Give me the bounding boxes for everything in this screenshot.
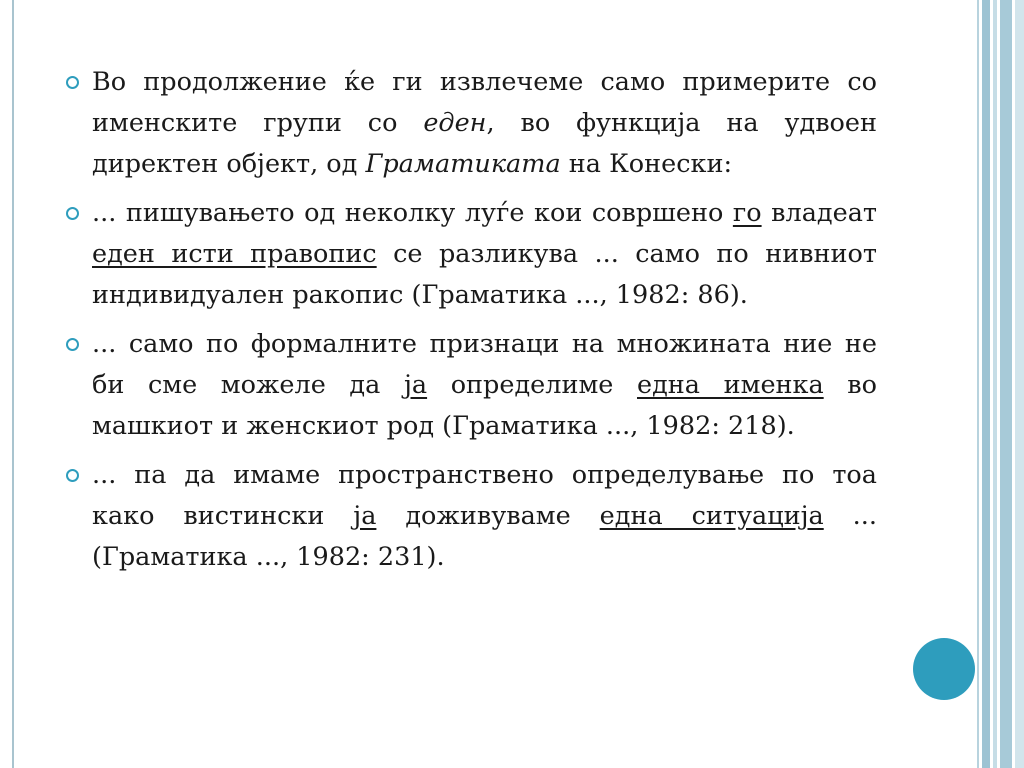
text-segment: доживуваме (376, 501, 600, 531)
bullet-item (92, 455, 877, 578)
bullet-ring-icon (66, 76, 79, 89)
text-segment: Во продолжение ќе ги извлечеме само примерите со именските групи со (92, 67, 877, 138)
bullet-item (92, 193, 877, 316)
text-segment: , во функција на удвоен директен објект, од (92, 108, 877, 179)
right-stripe-1 (977, 0, 979, 768)
text-segment: владеат (761, 198, 878, 228)
text-segment: ... пишувањето од неколку луѓе кои совршено (92, 198, 733, 228)
right-stripe-2 (982, 0, 990, 768)
bullet-item (92, 324, 877, 447)
decorative-circle (913, 638, 975, 700)
bullet-list (92, 62, 877, 586)
underlined-segment: го (732, 198, 762, 228)
left-frame-line (12, 0, 14, 768)
italic-segment: еден (423, 108, 487, 138)
text-segment: во машкиот и женскиот род (Граматика ..., 1982: 218). (92, 370, 877, 441)
text-segment: определиме (427, 370, 637, 400)
underlined-segment: ја (353, 501, 377, 531)
underlined-segment: една ситуација (599, 501, 824, 531)
bullet-item (92, 62, 877, 185)
text-segment: на Конески: (560, 149, 733, 179)
italic-segment: Граматиката (365, 149, 561, 179)
text-segment: ... само по формалните признаци на множината ние не би сме можеле да (92, 329, 877, 400)
bullet-ring-icon (66, 469, 79, 482)
right-stripe-5 (1015, 0, 1024, 768)
text-segment: ... (Граматика ..., 1982: 231). (92, 501, 877, 572)
bullet-ring-icon (66, 338, 79, 351)
right-stripe-3 (993, 0, 997, 768)
underlined-segment: ја (403, 370, 428, 400)
underlined-segment: една именка (637, 370, 824, 400)
underlined-segment: еден исти правопис (92, 239, 377, 269)
right-stripe-4 (1000, 0, 1012, 768)
text-segment: се разликува ... само по нивниот индивидуален ракопис (Граматика ..., 1982: 86). (92, 239, 877, 310)
bullet-ring-icon (66, 207, 79, 220)
text-segment: ... па да имаме пространствено определување по тоа како вистински (92, 460, 877, 531)
